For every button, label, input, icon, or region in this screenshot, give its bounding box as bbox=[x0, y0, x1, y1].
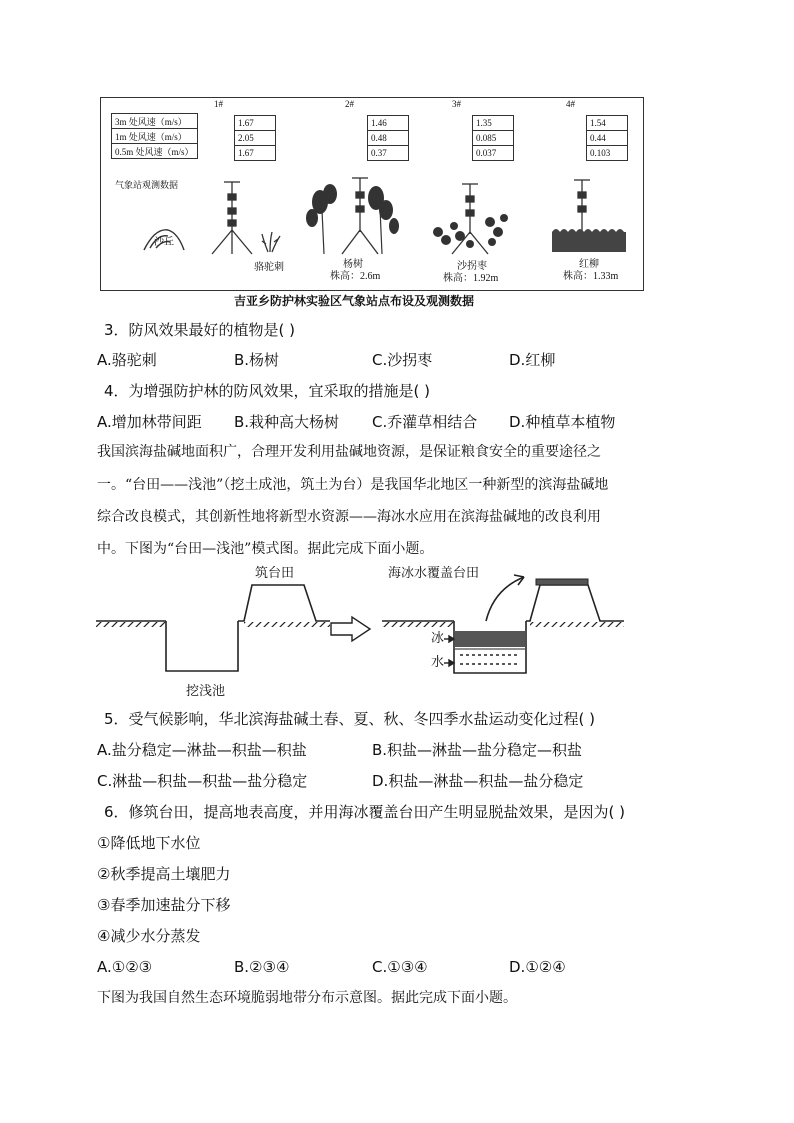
q3-option-d: D.红柳 bbox=[509, 351, 556, 369]
tamarisk-band-icon bbox=[552, 229, 626, 252]
row-label-1m: 1m 处风速（m/s） bbox=[112, 129, 198, 144]
q6-option-b: B.②③④ bbox=[234, 958, 290, 976]
passage2-line-1: 我国滨海盐碱地面积广，合理开发利用盐碱地资源，是保证粮食安全的重要途径之 bbox=[97, 444, 601, 460]
station-1-table bbox=[234, 115, 276, 161]
q3-option-b: B.杨树 bbox=[234, 351, 280, 369]
station-id-1: 1# bbox=[214, 99, 223, 109]
poplar-trees-icon bbox=[306, 184, 399, 254]
passage2-line-4: 中。下图为“台田—浅池”模式图。据此完成下面小题。 bbox=[97, 541, 434, 557]
figure1-caption: 吉亚乡防护林实验区气象站点布设及观测数据 bbox=[234, 294, 475, 308]
q6-item-1: ①降低地下水位 bbox=[97, 834, 201, 852]
station-2-table bbox=[367, 115, 409, 161]
label-seabuckthorn: 沙拐枣 bbox=[457, 261, 487, 272]
station-4-3m: 1.54 bbox=[587, 116, 628, 131]
label-poplar-height: 株高：2.6m bbox=[330, 271, 381, 282]
station-1-0.5m: 1.67 bbox=[235, 146, 276, 161]
station-3-0.5m: 0.037 bbox=[473, 146, 514, 161]
q5-option-c: C.淋盐—积盐—积盐—盐分稳定 bbox=[97, 772, 308, 790]
station-3-table bbox=[472, 115, 514, 161]
station-1-3m: 1.67 bbox=[235, 116, 276, 131]
wind-speed-label-table bbox=[111, 113, 198, 159]
row-label-3m: 3m 处风速（m/s） bbox=[112, 114, 198, 129]
windbreak-illustration bbox=[100, 170, 644, 270]
weather-station-4-icon bbox=[574, 180, 590, 234]
q3-option-a: A.骆驼刺 bbox=[97, 351, 157, 369]
station-2-1m: 0.48 bbox=[368, 131, 409, 146]
weather-station-1-icon bbox=[212, 182, 252, 254]
station-2-0.5m: 0.37 bbox=[368, 146, 409, 161]
station-id-3: 3# bbox=[452, 99, 461, 109]
q5-option-b: B.积盐—淋盐—盐分稳定—积盐 bbox=[372, 741, 583, 759]
q6-option-a: A.①②③ bbox=[97, 958, 153, 976]
label-dig-pool: 挖浅池 bbox=[186, 684, 226, 699]
station-3-3m: 1.35 bbox=[473, 116, 514, 131]
platform-pool-diagram bbox=[94, 565, 624, 700]
q6-item-4: ④减少水分蒸发 bbox=[97, 927, 201, 945]
top-ice-sheet bbox=[536, 579, 588, 585]
passage2-line-3: 综合改良模式，其创新性地将新型水资源——海冰水应用在滨海盐碱地的改良利用 bbox=[97, 509, 601, 525]
label-tamarisk-height: 株高：1.33m bbox=[563, 271, 619, 282]
q6-item-3: ③春季加速盐分下移 bbox=[97, 896, 231, 914]
label-poplar: 杨树 bbox=[343, 259, 363, 270]
water-layer bbox=[460, 655, 520, 664]
q4-option-d: D.种植草本植物 bbox=[509, 413, 616, 431]
label-water: 水 bbox=[431, 655, 445, 670]
q5-option-d: D.积盐—淋盐—积盐—盐分稳定 bbox=[372, 772, 584, 790]
station-1-1m: 2.05 bbox=[235, 131, 276, 146]
station-id-2: 2# bbox=[345, 99, 354, 109]
right-diagram bbox=[382, 585, 624, 673]
station-2-3m: 1.46 bbox=[368, 116, 409, 131]
label-build-platform: 筑台田 bbox=[255, 566, 295, 581]
q4-option-a: A.增加林带间距 bbox=[97, 413, 202, 431]
label-dune: 沙丘 bbox=[154, 237, 174, 248]
label-seabuckthorn-height: 株高：1.92m bbox=[443, 273, 499, 284]
station-4-1m: 0.44 bbox=[587, 131, 628, 146]
passage3-line: 下图为我国自然生态环境脆弱地带分布示意图。据此完成下面小题。 bbox=[97, 990, 517, 1006]
station-4-table bbox=[586, 115, 628, 161]
label-sea-ice-cover: 海冰水覆盖台田 bbox=[388, 566, 480, 581]
station-4-0.5m: 0.103 bbox=[587, 146, 628, 161]
arrow-right-icon bbox=[331, 617, 370, 641]
q4-option-b: B.栽种高大杨树 bbox=[234, 413, 340, 431]
label-tamarisk: 红柳 bbox=[579, 259, 599, 270]
station-3-1m: 0.085 bbox=[473, 131, 514, 146]
q4-stem: 4．为增强防护林的防风效果，宜采取的措施是( ) bbox=[104, 382, 431, 400]
q5-stem: 5．受气候影响，华北滨海盐碱土春、夏、秋、冬四季水盐运动变化过程( ) bbox=[104, 710, 596, 728]
q6-option-c: C.①③④ bbox=[372, 958, 428, 976]
passage2-line-2: 一。“台田——浅池”（挖土成池，筑土为台）是我国华北地区一种新型的滨海盐碱地 bbox=[97, 477, 609, 493]
q4-option-c: C.乔灌草相结合 bbox=[372, 413, 478, 431]
row-label-0.5m: 0.5m 处风速（m/s） bbox=[112, 144, 198, 159]
label-camelthorn: 骆驼刺 bbox=[254, 262, 284, 273]
pointer-arrows-icon bbox=[444, 636, 454, 666]
label-ice: 冰 bbox=[431, 631, 445, 646]
q5-option-a: A.盐分稳定—淋盐—积盐—积盐 bbox=[97, 741, 307, 759]
q6-option-d: D.①②④ bbox=[509, 958, 566, 976]
ice-layer bbox=[455, 631, 525, 647]
station-data-label: 气象站观测数据 bbox=[115, 180, 179, 190]
q3-stem: 3．防风效果最好的植物是( ) bbox=[104, 321, 296, 339]
station-id-4: 4# bbox=[566, 99, 575, 109]
q6-item-2: ②秋季提高土壤肥力 bbox=[97, 865, 231, 883]
q6-stem: 6．修筑台田，提高地表高度，并用海冰覆盖台田产生明显脱盐效果，是因为( ) bbox=[104, 803, 626, 821]
q3-option-c: C.沙拐枣 bbox=[372, 351, 433, 369]
left-diagram bbox=[96, 585, 330, 671]
camelthorn-icon bbox=[262, 232, 280, 252]
